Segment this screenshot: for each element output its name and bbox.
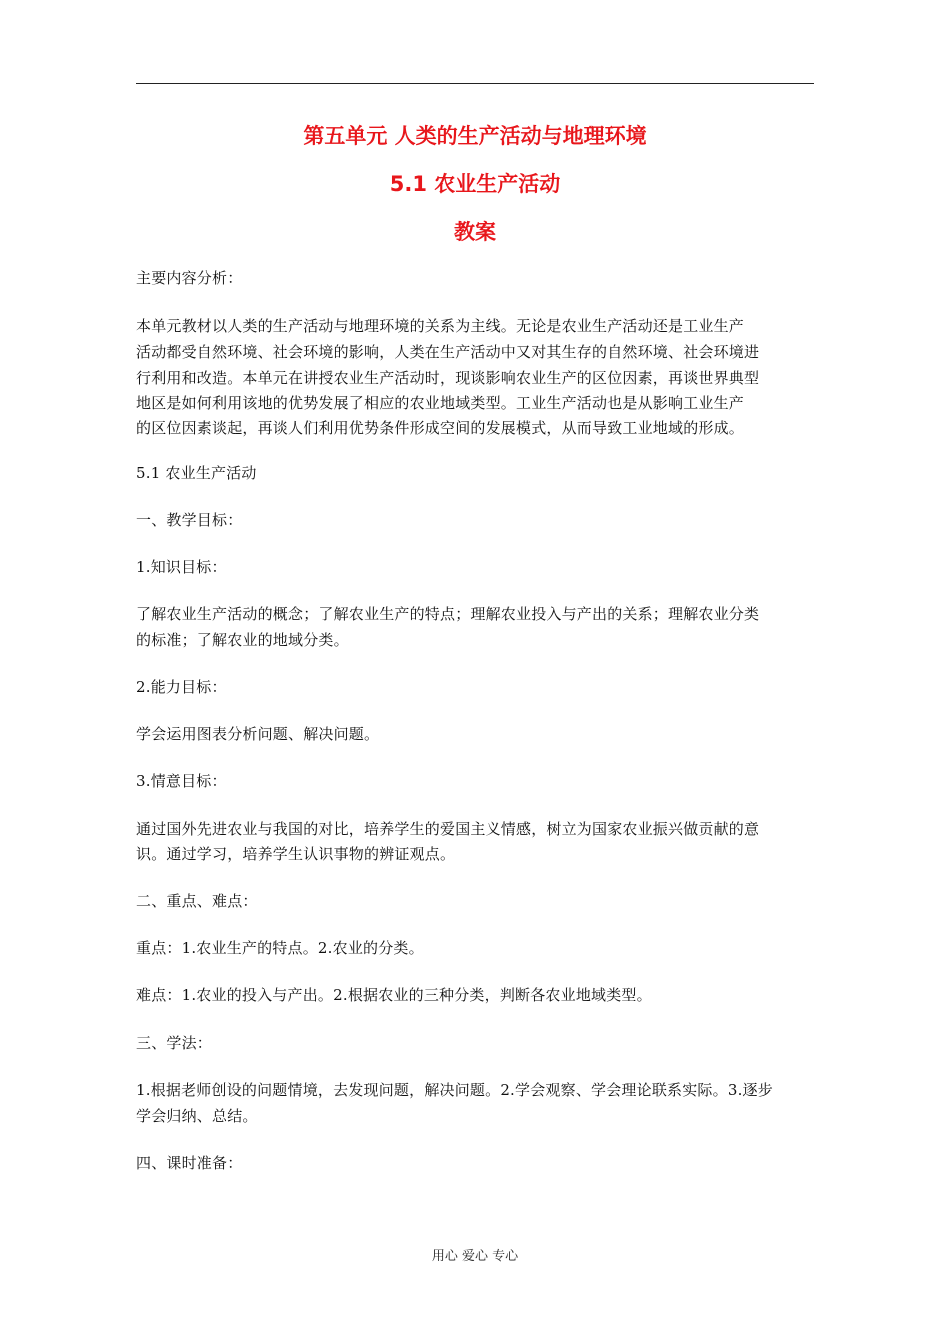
header-rule	[136, 83, 814, 84]
emotion-heading: 3.情意目标：	[136, 772, 227, 790]
key-heading: 二、重点、难点：	[136, 892, 258, 910]
ability-text: 学会运用图表分析问题、解决问题。	[136, 725, 380, 743]
emotion-line: 通过国外先进农业与我国的对比，培养学生的爱国主义情感，树立为国家农业振兴做贡献的意	[136, 820, 760, 838]
page-footer: 用心 爱心 专心	[431, 1249, 519, 1264]
knowledge-line: 的标准；了解农业的地域分类。	[136, 631, 349, 649]
method-line: 1.根据老师创设的问题情境，去发现问题，解决问题。2.学会观察、学会理论联系实际。3.逐步	[136, 1081, 773, 1099]
prep-heading: 四、课时准备：	[136, 1154, 243, 1172]
section-title: 5.1 农业生产活动	[136, 464, 257, 482]
method-heading: 三、学法：	[136, 1034, 213, 1052]
doc-type-title: 教案	[454, 220, 496, 244]
analysis-line: 地区是如何利用该地的优势发展了相应的农业地域类型。工业生产活动也是从影响工业生产	[136, 394, 745, 412]
analysis-line: 的区位因素谈起，再谈人们利用优势条件形成空间的发展模式，从而导致工业地域的形成。	[136, 419, 745, 437]
analysis-line: 本单元教材以人类的生产活动与地理环境的关系为主线。无论是农业生产活动还是工业生产	[136, 317, 745, 335]
knowledge-heading: 1.知识目标：	[136, 558, 227, 576]
key-points: 重点：1.农业生产的特点。2.农业的分类。	[136, 939, 424, 957]
analysis-line: 行利用和改造。本单元在讲授农业生产活动时，现谈影响农业生产的区位因素，再谈世界典型	[136, 369, 760, 387]
difficult-points: 难点：1.农业的投入与产出。2.根据农业的三种分类，判断各农业地域类型。	[136, 986, 652, 1004]
knowledge-line: 了解农业生产活动的概念；了解农业生产的特点；理解农业投入与产出的关系；理解农业分类	[136, 605, 760, 623]
unit-title: 第五单元 人类的生产活动与地理环境	[303, 124, 647, 148]
analysis-line: 活动都受自然环境、社会环境的影响，人类在生产活动中又对其生存的自然环境、社会环境进	[136, 343, 760, 361]
emotion-line: 识。通过学习，培养学生认识事物的辨证观点。	[136, 845, 456, 863]
method-line: 学会归纳、总结。	[136, 1107, 258, 1125]
goals-heading: 一、教学目标：	[136, 511, 243, 529]
ability-heading: 2.能力目标：	[136, 678, 227, 696]
analysis-heading: 主要内容分析：	[136, 269, 243, 287]
lesson-title: 5.1 农业生产活动	[389, 172, 561, 196]
